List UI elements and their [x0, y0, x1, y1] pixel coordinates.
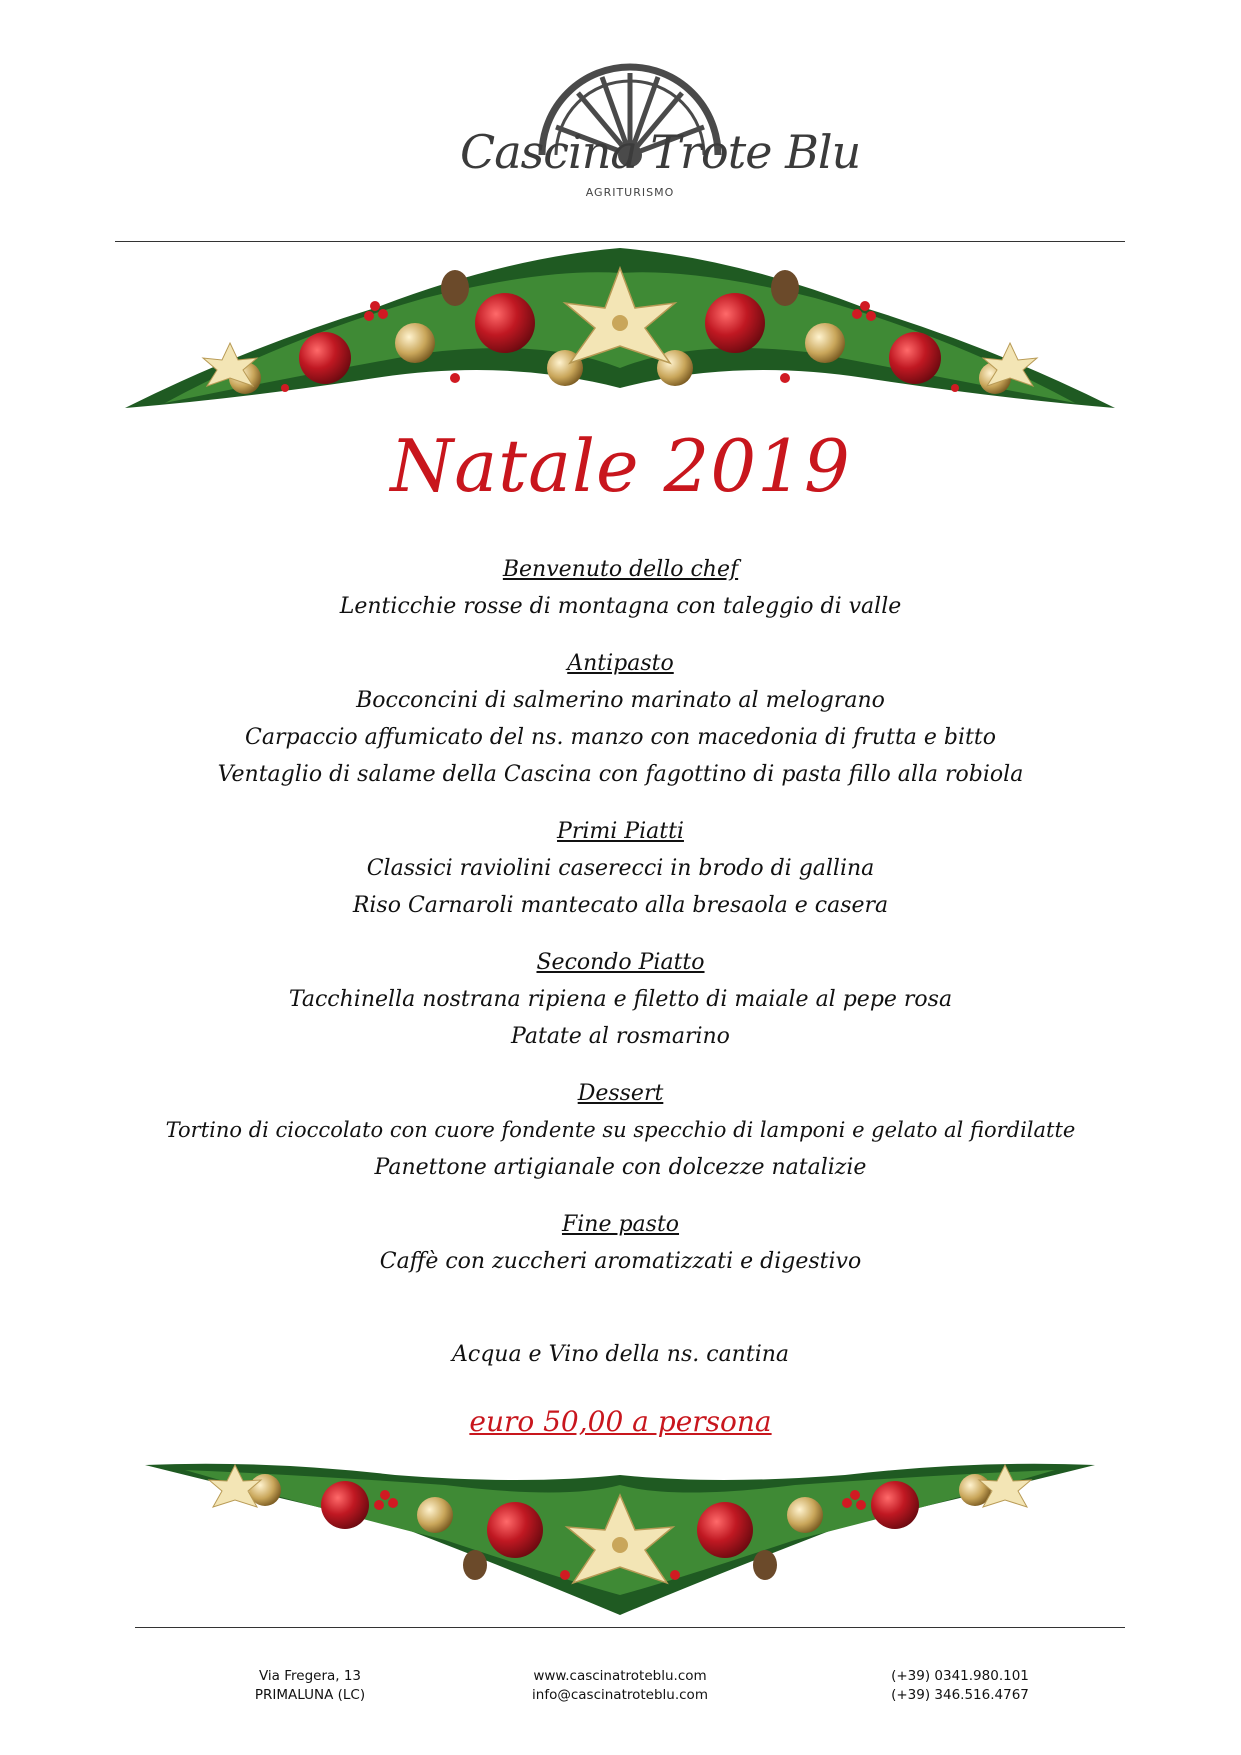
course-dessert — [0, 1076, 1241, 1186]
course-title: Primi Piatti — [557, 819, 684, 844]
dish: Lenticchie rosse di montagna con taleggio di valle — [339, 594, 902, 619]
phone-1: (+39) 0341.980.101 — [891, 1668, 1029, 1684]
email-link[interactable]: info@cascinatroteblu.com — [532, 1687, 708, 1703]
page-title: Natale 2019 — [390, 424, 851, 508]
phone-2: (+39) 346.516.4767 — [891, 1687, 1029, 1703]
course-benvenuto — [0, 552, 1241, 625]
course-title: Antipasto — [567, 651, 674, 676]
course-title: Secondo Piatto — [536, 950, 705, 975]
address-street: Via Fregera, 13 — [258, 1668, 362, 1684]
menu-list — [0, 552, 1241, 1301]
logo — [460, 55, 861, 205]
course-primi — [0, 814, 1241, 924]
footer-contacts — [520, 1667, 720, 1705]
course-antipasto — [0, 646, 1241, 793]
address-city: PRIMALUNA (LC) — [254, 1687, 366, 1703]
dish: Carpaccio affumicato del ns. manzo con macedonia di frutta e bitto — [245, 725, 996, 750]
dish: Tacchinella nostrana ripiena e filetto di maiale al pepe rosa — [288, 987, 953, 1012]
dish: Ventaglio di salame della Cascina con fagottino di pasta fillo alla robiola — [217, 762, 1024, 787]
drinks-note: Acqua e Vino della ns. cantina — [451, 1342, 790, 1367]
christmas-garland-bottom-icon — [145, 1455, 1095, 1625]
footer-phones — [860, 1667, 1060, 1705]
price: euro 50,00 a persona — [469, 1405, 772, 1438]
course-title: Fine pasto — [561, 1212, 680, 1237]
dish: Panettone artigianale con dolcezze natalizie — [374, 1155, 867, 1180]
course-title: Benvenuto dello chef — [502, 557, 739, 582]
dish: Classici raviolini caserecci in brodo di gallina — [366, 856, 875, 881]
course-fine-pasto — [0, 1207, 1241, 1280]
dish: Caffè con zuccheri aromatizzati e digestivo — [379, 1249, 862, 1274]
website-link[interactable]: www.cascinatroteblu.com — [533, 1668, 707, 1684]
footer-address — [210, 1667, 410, 1705]
christmas-garland-top-icon — [125, 228, 1115, 428]
dish: Bocconcini di salmerino marinato al melograno — [356, 688, 885, 713]
dish: Riso Carnaroli mantecato alla bresaola e casera — [352, 893, 889, 918]
course-secondo — [0, 945, 1241, 1055]
logo-subtitle: AGRITURISMO — [585, 186, 675, 199]
course-title: Dessert — [577, 1081, 664, 1106]
dish: Patate al rosmarino — [511, 1024, 730, 1049]
logo-name: Cascina Trote Blu — [460, 125, 861, 179]
bottom-divider — [135, 1627, 1125, 1628]
dish: Tortino di cioccolato con cuore fondente su specchio di lamponi e gelato al fiordilatte — [165, 1118, 1076, 1142]
